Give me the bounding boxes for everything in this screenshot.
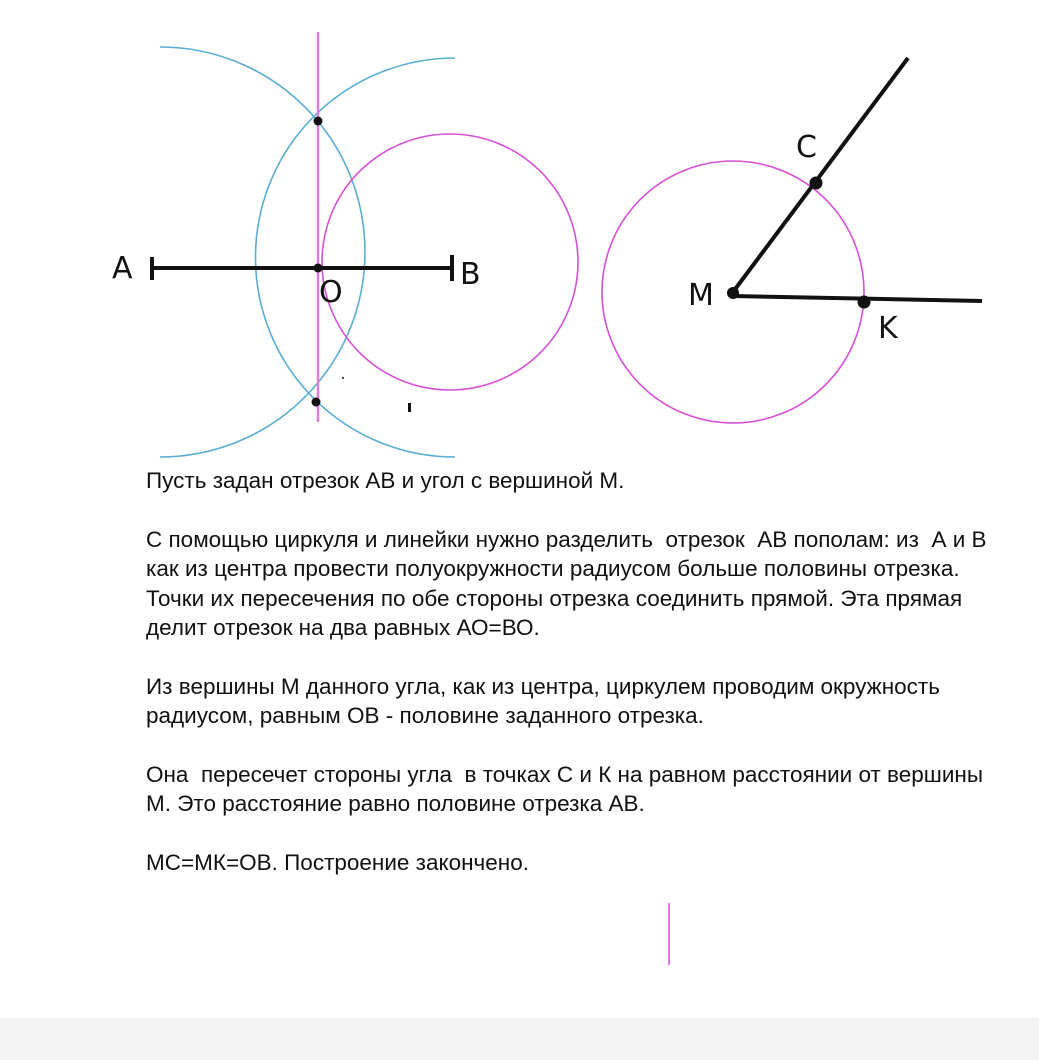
stray-speck: [342, 377, 344, 379]
label-b: B: [460, 257, 481, 292]
arc-from-a: [160, 47, 365, 457]
label-k: K: [878, 311, 898, 346]
paragraph-conclusion: МС=МК=ОВ. Построение закончено.: [146, 849, 529, 875]
construction-figure: [0, 0, 1039, 470]
ray-mk: [733, 296, 982, 301]
paragraph-intersections: Она пересечет стороны угла в точках С и К на равном расстоянии от вершины М. Это расстояние равно половине отрезка АВ.: [146, 761, 990, 816]
paragraph-given: Пусть задан отрезок АВ и угол с вершиной М.: [146, 468, 625, 493]
label-o: O: [319, 275, 343, 310]
stray-speck-2: [408, 403, 411, 412]
arc-from-b: [255, 58, 455, 457]
stray-pen-mark: [668, 903, 670, 965]
ray-mc: [733, 58, 908, 292]
point-o: [314, 264, 323, 273]
explanation-text: [146, 466, 996, 906]
point-bottom-intersection: [312, 398, 321, 407]
point-c: [810, 177, 823, 190]
paragraph-bisect-segment: С помощью циркуля и линейки нужно разделить отрезок АВ пополам: из А и В как из центра провести полуокружности радиусом больше половины отрезка. Точки их пересечения по обе стороны отрезка соединить прямой. Эта прямая делит отрезок на два равных АО=ВО.: [146, 526, 993, 640]
point-m: [727, 287, 739, 299]
bottom-band: [0, 1018, 1039, 1060]
paragraph-draw-circle: Из вершины М данного угла, как из центра, циркулем проводим окружность радиусом, равным ОВ - половине заданного отрезка.: [146, 673, 947, 728]
point-k: [858, 296, 871, 309]
label-a: A: [112, 251, 133, 286]
label-m: M: [688, 278, 714, 313]
point-top-intersection: [314, 117, 323, 126]
label-c: C: [796, 130, 817, 165]
